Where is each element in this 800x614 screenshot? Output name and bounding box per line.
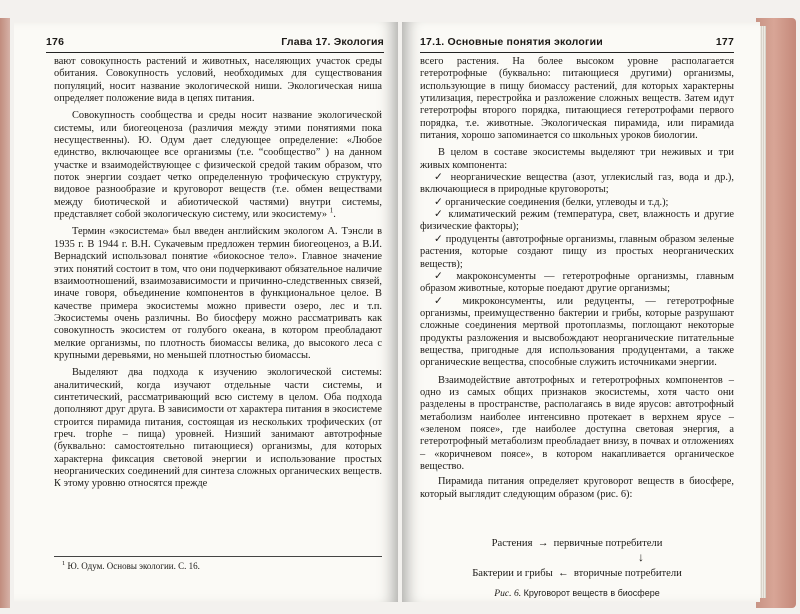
list-item: ✓ неорганические вещества (азот, углекислый газ, вода и др.), включающиеся в природные круговороты; xyxy=(420,172,734,196)
figure-caption xyxy=(420,588,734,599)
paragraph: Взаимодействие автотрофных и гетеротрофных компонентов – одно из самых общих признаков экосистемы, хотя часто они разделены в пространстве, располагаясь в виде ярусов: автотрофный метаболизм наиболее интенсивно протекает в верхнем ярусе – «зеленом поясе», где наиболее доступна световая энергия, а гетеротрофный метаболизм преобладает внизу, в почвах и отложениях – «коричневом поясе», в котором накапливается органическое вещество. xyxy=(420,374,734,472)
caption-text: Круговорот веществ в биосфере xyxy=(523,588,660,598)
list-item: ✓ продуценты (автотрофные организмы, главным образом зеленые растения, которые создают пищу из простых неорганических веществ); xyxy=(420,233,734,270)
paragraph: вают совокупность растений и животных, населяющих участок среды обитания. Совокупность условий, необходимых для существования популяций, носит название экологической ниши. Экологическая ниша определяет положение вида в цепях питания. xyxy=(54,56,382,105)
list-item: ✓ органические соединения (белки, углеводы и т.д.); xyxy=(434,196,669,208)
list-item: ✓ климатический режим (температура, свет, влажность и другие физические факторы); xyxy=(420,209,734,233)
book-spine-edge xyxy=(0,18,10,608)
diagram-node-primary-consumers: первичные потребители xyxy=(553,538,663,549)
diagram-node-secondary-consumers: вторичные потребители xyxy=(573,568,682,579)
diagram-row-top xyxy=(420,538,734,549)
right-body-text xyxy=(420,56,734,501)
paragraph: Совокупность сообщества и среды носит название экологической системы, или биогеоценоза (различия между этими понятиями пока несущественны). Ю. Одум дает следующее определение: «Любое единство, включающее все организмы (т.е. “сообщество” ) на данном участке и взаимодействующее с физической средой таким образом, что поток энергии создает четко определенную трофическую структуру, видовое разнообразие и круговорот веществ (т.е. обмен веществами между биотической и абиотической частями) внутри системы, представляет собой экологическую систему, или экосистему» $^1$. xyxy=(54,110,382,221)
left-body-text xyxy=(54,56,382,491)
right-running-head xyxy=(420,36,734,53)
chapter-header: Глава 17. Экология xyxy=(281,36,384,48)
paragraph: В целом в составе экосистемы выделяют три неживых и три живых компонента: xyxy=(420,147,734,171)
list-item: ✓ макроконсументы — гетеротрофные организмы, главным образом животные, которые поедают другие организмы; xyxy=(420,270,734,295)
diagram-arrow-down: ↓ xyxy=(638,550,644,564)
section-header: 17.1. Основные понятия экологии xyxy=(420,36,603,48)
right-page-number: 177 xyxy=(715,36,734,48)
diagram-arrow-right: → xyxy=(537,538,549,549)
footnote-mark: 1 xyxy=(62,560,66,567)
paragraph: Термин «экосистема» был введен английским экологом А. Тэнсли в 1935 г. В 1944 г. В.Н. Сукачевым предложен термин биогеоценоз, а В.И. Вернадский использовал понятие «биокосное тело». Главное значение этих понятий состоит в том, что они подчеркивают обязательное наличие взаимоотношений, взаимозависимости и причинно-следственных связей, иначе говоря, объединение компонентов в функциональное целое. В качестве примера экосистемы можно привести озеро, лес и т.п. Экосистемы очень различны. Во биосферу можно рассматривать как совокупность экосистем от голубого океана, в котором преобладают мелкие организмы, по плотность биомассы велика, до высокого леса с крупными деревьями, но меньшей плотностью биомассы. xyxy=(54,226,382,361)
left-running-head xyxy=(46,36,384,53)
diagram-node-plants: Растения xyxy=(491,538,533,549)
caption-label: Рис. 6. xyxy=(494,588,522,599)
footnote-reference: 1 xyxy=(329,206,334,215)
cycle-diagram xyxy=(420,532,734,602)
paragraph-text: Совокупность сообщества и среды носит название экологической системы, или биогеоценоза (различия между этими понятиями пока несущественны). Ю. Одум дает следующее определение: «Любое единство, включающее все организмы (т.е. “сообщество” ) на данном участке и взаимодействующее с физической средой таким образом, что поток энергии создает четко определенную трофическую структуру, видовое разнообразие и круговорот веществ (т.е. обмен веществами между биотической и абиотической частями) внутри системы, представляет собой экологическую систему, или экосистему» xyxy=(54,110,382,221)
footnote xyxy=(54,556,382,572)
right-page xyxy=(402,22,760,602)
list-item: ✓ микроконсументы, или редуценты, — гетеротрофные организмы, преимущественно бактерии и грибы, которые разрушают сложные соединения мертвой протоплазмы, поглощают некоторые продукты разложения и высвобождают неорганические питательные вещества, пригодные для использования продуцентами, а также органические вещества, способные служить источниками энергии. xyxy=(420,295,734,369)
paragraph: Выделяют два подхода к изучению экологической системы: аналитический, когда изучают отдельные части системы, и синтетический, рассматривающий всю систему в целом. Оба подхода дополняют друг друга. В зависимости от характера питания в экосистеме строится пирамида питания, состоящая из нескольких трофических (от греч. trophe – пища) уровней. Низший занимают автотрофные (буквально: самостоятельно питающиеся) организмы, для которых характерна фиксация световой энергии и использование простых неорганических соединений для синтеза сложных органических веществ. К этому уровню относятся прежде xyxy=(54,367,382,490)
left-page-number: 176 xyxy=(46,36,65,48)
paragraph: всего растения. На более высоком уровне располагается гетеротрофные (буквально: питающиеся другими) организмы, использующие в пищу биомассу растений, для которых характерны утилизация, перестройка и разложение сложных веществ. Затем идут гетеротрофы второго порядка, питающиеся гетеротрофами первого порядка, т.е. животные. Экологическая пирамида, или пирамида питания, хорошо запоминается со школьных уроков биологии. xyxy=(420,56,734,142)
diagram-node-decomposers: Бактерии и грибы xyxy=(472,568,553,579)
paragraph: Пирамида питания определяет круговорот веществ в биосфере, который выглядит следующим образом (рис. 6): xyxy=(420,476,734,500)
left-page xyxy=(14,22,398,602)
diagram-row-bottom xyxy=(420,568,734,579)
footnote-text: Ю. Одум. Основы экологии. С. 16. xyxy=(67,561,200,571)
diagram-arrow-left: ← xyxy=(558,568,569,579)
